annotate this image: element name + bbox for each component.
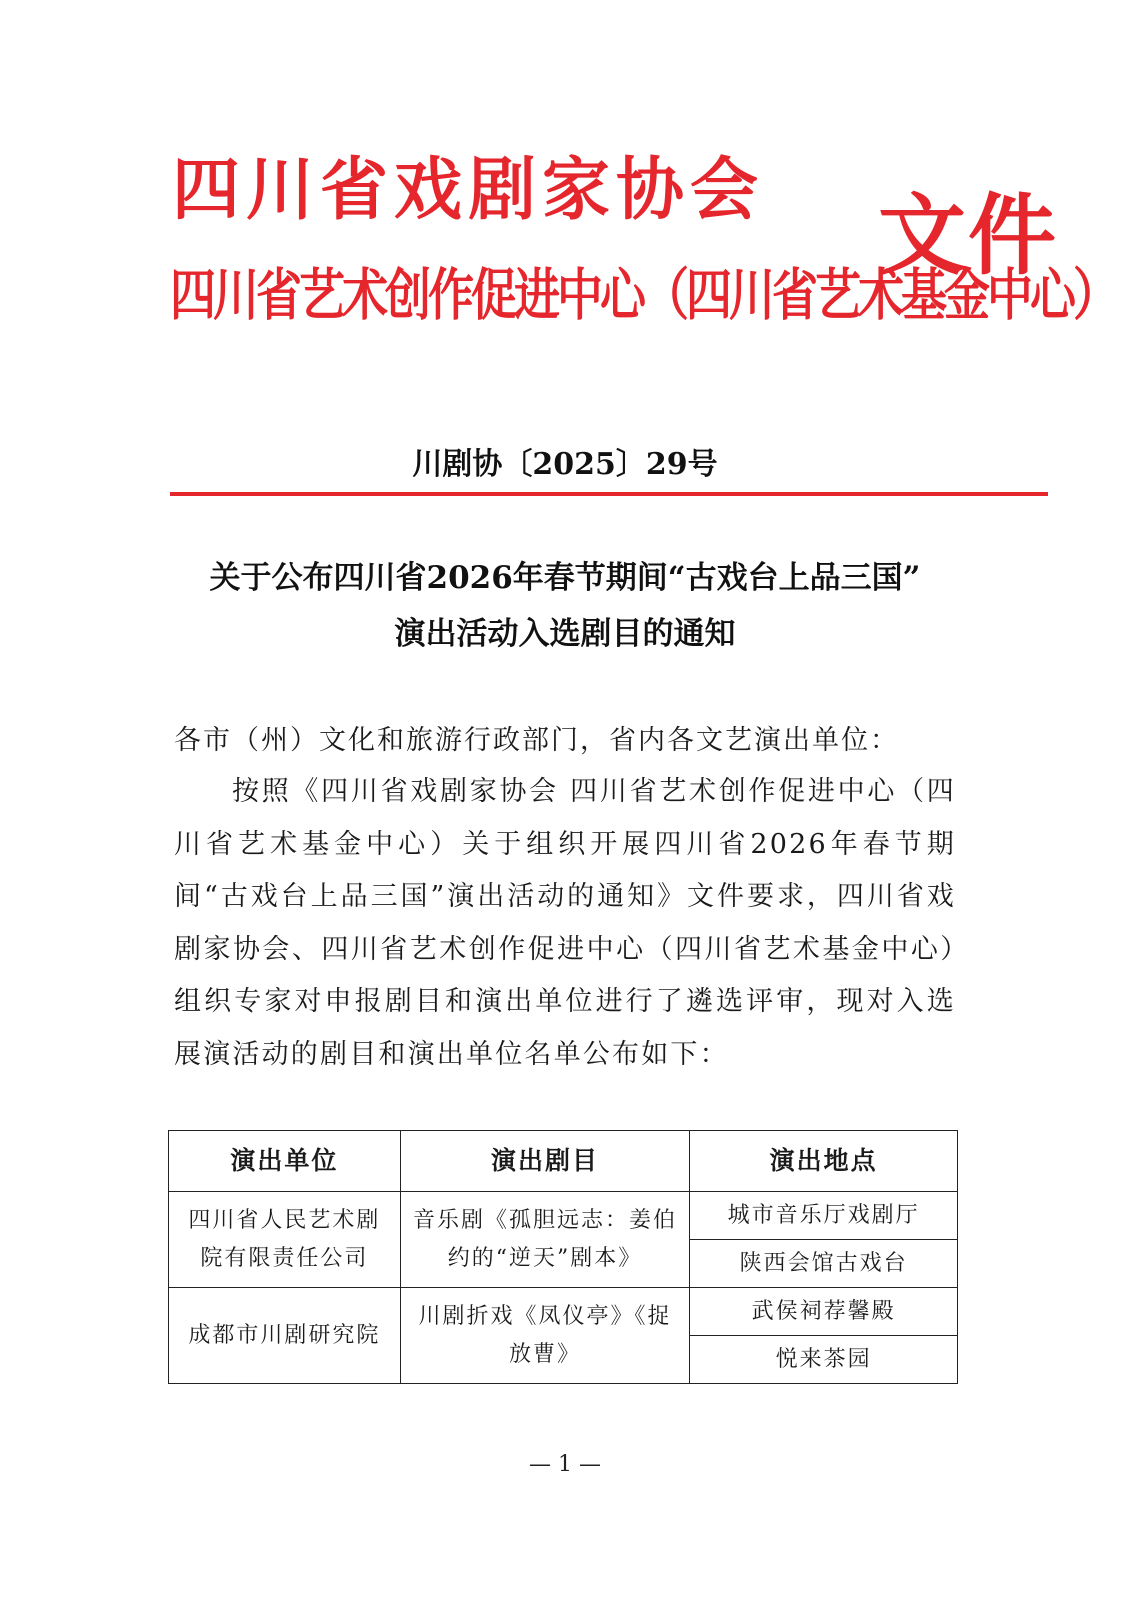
header-performing-unit: 演出单位 [169,1131,401,1192]
document-word: 文件 [878,183,1059,287]
venue-cell: 陕西会馆古戏台 [690,1240,958,1288]
notice-title-line-1: 关于公布四川省2026年春节期间“古戏台上品三国” [209,560,921,596]
notice-title [150,550,980,662]
salutation: 各市（州）文化和旅游行政部门，省内各文艺演出单位： [174,725,899,756]
table-header-row [169,1131,958,1192]
notice-title-line-2: 演出活动入选剧目的通知 [394,616,736,652]
header-program: 演出剧目 [400,1131,690,1192]
program-cell: 川剧折戏《凤仪亭》《捉放曹》 [400,1288,690,1384]
venue-cell: 城市音乐厅戏剧厅 [690,1192,958,1240]
selected-programs-table [168,1130,958,1384]
performing-unit-cell: 成都市川剧研究院 [169,1288,401,1384]
red-divider-line [170,492,1048,496]
performing-unit-cell: 四川省人民艺术剧院有限责任公司 [169,1192,401,1288]
issuer-line-1: 四川省戏剧家协会 [172,150,765,230]
issuer-line-2: 四川省艺术创作促进中心（四川省艺术基金中心） [170,262,1116,328]
table-row [169,1192,958,1240]
venue-cell: 武侯祠荐馨殿 [690,1288,958,1336]
table-row [169,1288,958,1336]
page-number: — 1 — [529,1452,601,1477]
body-paragraph: 按照《四川省戏剧家协会 四川省艺术创作促进中心（四川省艺术基金中心）关于组织开展四川省2026年春节期间“古戏台上品三国”演出活动的通知》文件要求，四川省戏剧家协会、四川省艺术创作促进中心（四川省艺术基金中心）组织专家对申报剧目和演出单位进行了遴选评审，现对入选展演活动的剧目和演出单位名单公布如下： [174,776,956,1070]
document-number: 川剧协〔2025〕29号 [412,447,718,482]
header-venue: 演出地点 [690,1131,958,1192]
program-cell: 音乐剧《孤胆远志：姜伯约的“逆天”剧本》 [400,1192,690,1288]
venue-cell: 悦来茶园 [690,1336,958,1384]
